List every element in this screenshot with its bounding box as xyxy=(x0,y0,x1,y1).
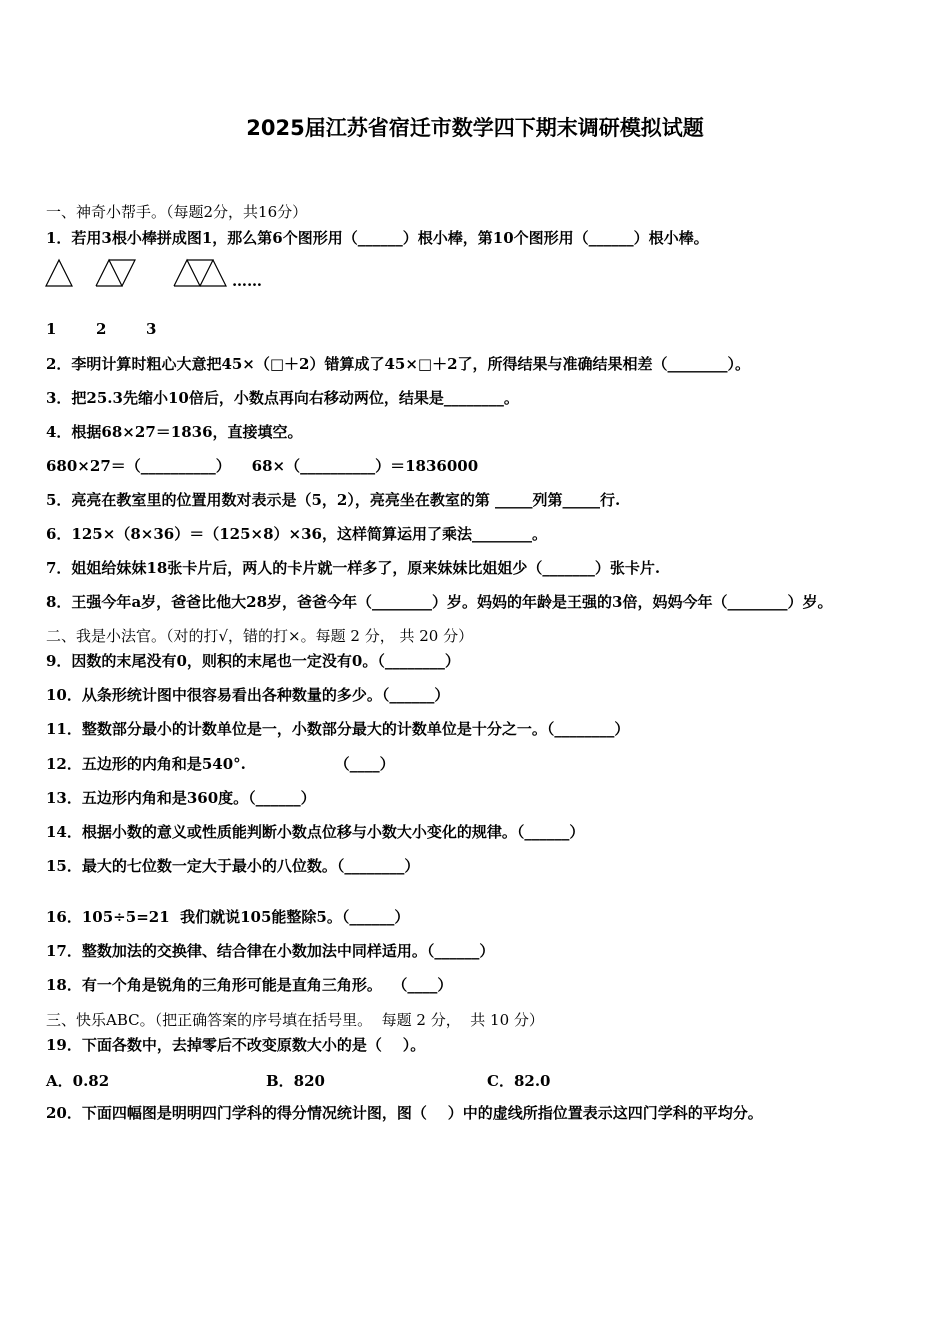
question-6: 6．125×（8×36）＝（125×8）×36，这样简算运用了乘法________。 xyxy=(46,525,547,543)
question-12: 12．五边形的内角和是540°. （____） xyxy=(46,755,395,773)
section-3-heading: 三、快乐ABC。（把正确答案的序号填在括号里。 每题 2 分， 共 10 分） xyxy=(46,1011,544,1029)
question-8: 8．王强今年a岁，爸爸比他大28岁，爸爸今年（________）岁。妈妈的年龄是王强的3倍，妈妈今年（________）岁。 xyxy=(46,593,833,611)
figure-ellipsis: …… xyxy=(232,272,262,290)
page-title: 2025届江苏省宿迁市数学四下期末调研模拟试题 xyxy=(246,116,704,140)
question-16: 16．105÷5=21 我们就说105能整除5。（______） xyxy=(46,908,410,926)
question-4-fill: 680×27＝（__________） 68×（__________）＝1836000 xyxy=(46,457,479,475)
question-19-option-a: A．0.82 xyxy=(46,1072,110,1090)
section-1-heading: 一、神奇小帮手。（每题2分，共16分） xyxy=(46,203,308,221)
question-1: 1．若用3根小棒拼成图1，那么第6个图形用（______）根小棒，第10个图形用（______）根小棒。 xyxy=(46,229,709,247)
triangle-figure-3 xyxy=(174,260,226,286)
section-2-heading: 二、我是小法官。（对的打√，错的打×。每题 2 分， 共 20 分） xyxy=(46,627,474,645)
question-18: 18．有一个角是锐角的三角形可能是直角三角形。 （____） xyxy=(46,976,453,994)
question-5: 5．亮亮在教室里的位置用数对表示是（5，2），亮亮坐在教室的第 _____列第_____行. xyxy=(46,491,621,509)
triangle-figures xyxy=(44,256,284,292)
question-10: 10．从条形统计图中很容易看出各种数量的多少。（______） xyxy=(46,686,450,704)
triangle-figure-2 xyxy=(96,260,135,286)
question-4: 4．根据68×27＝1836，直接填空。 xyxy=(46,423,303,441)
figure-label-2: 2 xyxy=(96,320,107,338)
figure-label-1: 1 xyxy=(46,320,57,338)
triangle-figure-1 xyxy=(46,260,72,286)
question-19: 19．下面各数中，去掉零后不改变原数大小的是（ ）。 xyxy=(46,1036,426,1054)
question-3: 3．把25.3先缩小10倍后，小数点再向右移动两位，结果是________。 xyxy=(46,389,519,407)
question-2: 2．李明计算时粗心大意把45×（□＋2）错算成了45×□＋2了，所得结果与准确结果相差（________）。 xyxy=(46,355,751,373)
question-20: 20．下面四幅图是明明四门学科的得分情况统计图，图（ ）中的虚线所指位置表示这四门学科的平均分。 xyxy=(46,1104,763,1122)
question-11: 11．整数部分最小的计数单位是一，小数部分最大的计数单位是十分之一。（________） xyxy=(46,720,630,738)
question-14: 14．根据小数的意义或性质能判断小数点位移与小数大小变化的规律。（______） xyxy=(46,823,585,841)
question-17: 17．整数加法的交换律、结合律在小数加法中同样适用。（______） xyxy=(46,942,495,960)
question-13: 13．五边形内角和是360度。（______） xyxy=(46,789,316,807)
question-15: 15．最大的七位数一定大于最小的八位数。（________） xyxy=(46,857,420,875)
question-7: 7．姐姐给妹妹18张卡片后，两人的卡片就一样多了，原来妹妹比姐姐少（_______）张卡片. xyxy=(46,559,661,577)
question-19-option-c: C．82.0 xyxy=(487,1072,551,1090)
question-19-option-b: B．820 xyxy=(266,1072,325,1090)
figure-label-3: 3 xyxy=(146,320,157,338)
question-9: 9．因数的末尾没有0，则积的末尾也一定没有0。（________） xyxy=(46,652,460,670)
